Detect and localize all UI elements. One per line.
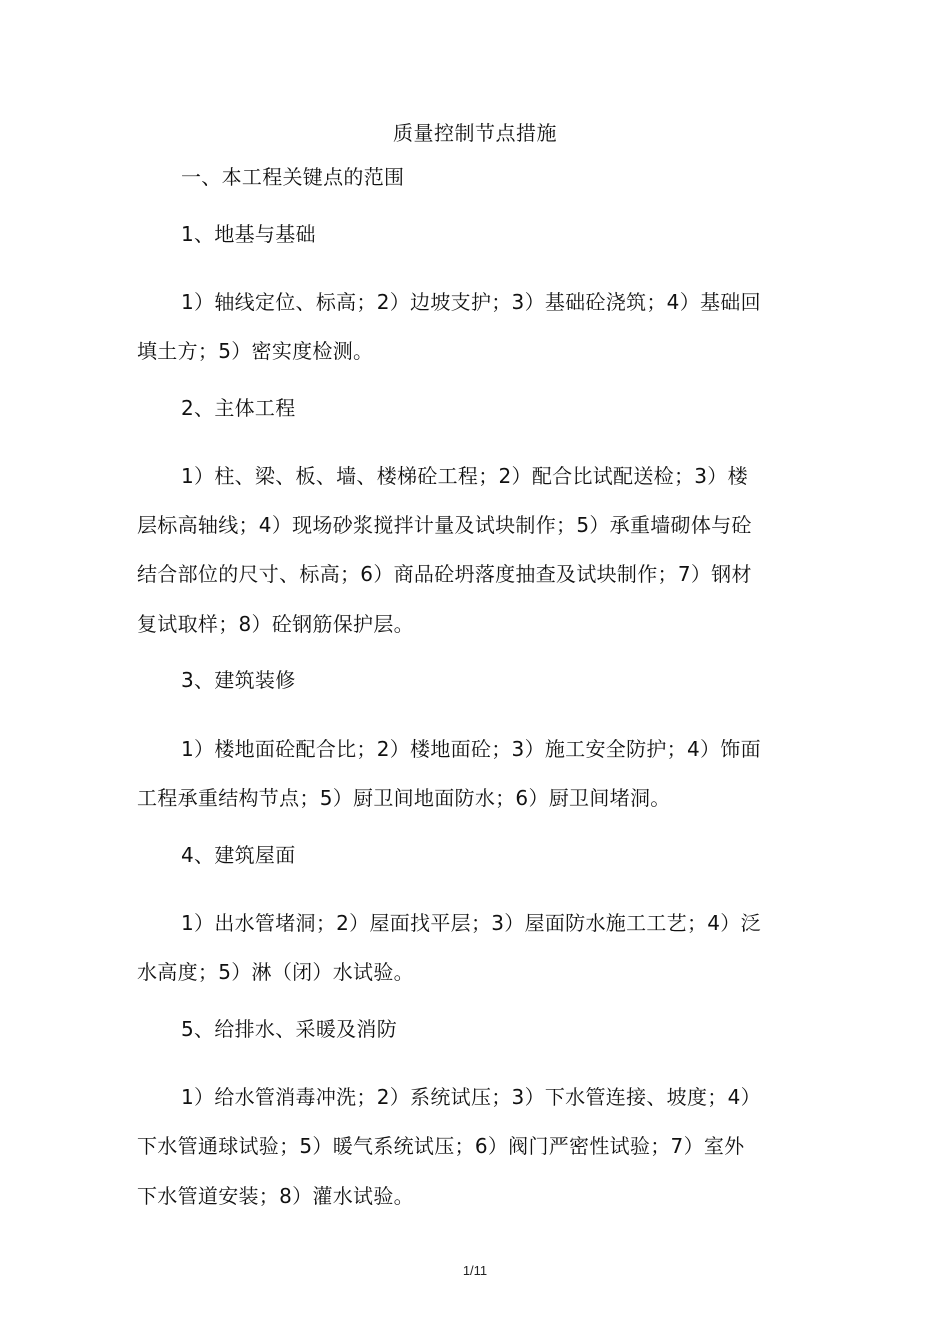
paragraph-line: 结合部位的尺寸、标高；6）商品砼坍落度抽查及试块制作；7）钢材 [137,562,752,586]
paragraph-line: 下水管道安装；8）灌水试验。 [137,1184,414,1208]
paragraph-line: 1）给水管消毒冲洗；2）系统试压；3）下水管连接、坡度；4） [181,1085,761,1109]
paragraph-line: 下水管通球试验；5）暖气系统试压；6）阀门严密性试验；7）室外 [137,1134,745,1158]
subheading-foundation: 1、地基与基础 [181,222,316,246]
subheading-decoration: 3、建筑装修 [181,668,296,692]
paragraph-line: 层标高轴线；4）现场砂浆搅拌计量及试块制作；5）承重墙砌体与砼 [137,513,752,537]
subheading-main-structure: 2、主体工程 [181,396,296,420]
paragraph-line: 填土方；5）密实度检测。 [137,339,374,363]
section-heading-scope: 一、本工程关键点的范围 [181,165,405,189]
document-title: 质量控制节点措施 [393,121,557,145]
paragraph-line: 复试取样；8）砼钢筋保护层。 [137,612,414,636]
page-number: 1/11 [462,1263,488,1278]
paragraph-line: 水高度；5）淋（闭）水试验。 [137,960,414,984]
paragraph-line: 1）出水管堵洞；2）屋面找平层；3）屋面防水施工工艺；4）泛 [181,911,761,935]
subheading-plumbing: 5、给排水、采暖及消防 [181,1017,398,1041]
subheading-roof: 4、建筑屋面 [181,843,296,867]
paragraph-line: 1）柱、梁、板、墙、楼梯砼工程；2）配合比试配送检；3）楼 [181,464,748,488]
paragraph-line: 1）楼地面砼配合比；2）楼地面砼；3）施工安全防护；4）饰面 [181,737,761,761]
paragraph-line: 1）轴线定位、标高；2）边坡支护；3）基础砼浇筑；4）基础回 [181,290,761,314]
paragraph-line: 工程承重结构节点；5）厨卫间地面防水；6）厨卫间堵洞。 [137,786,671,810]
